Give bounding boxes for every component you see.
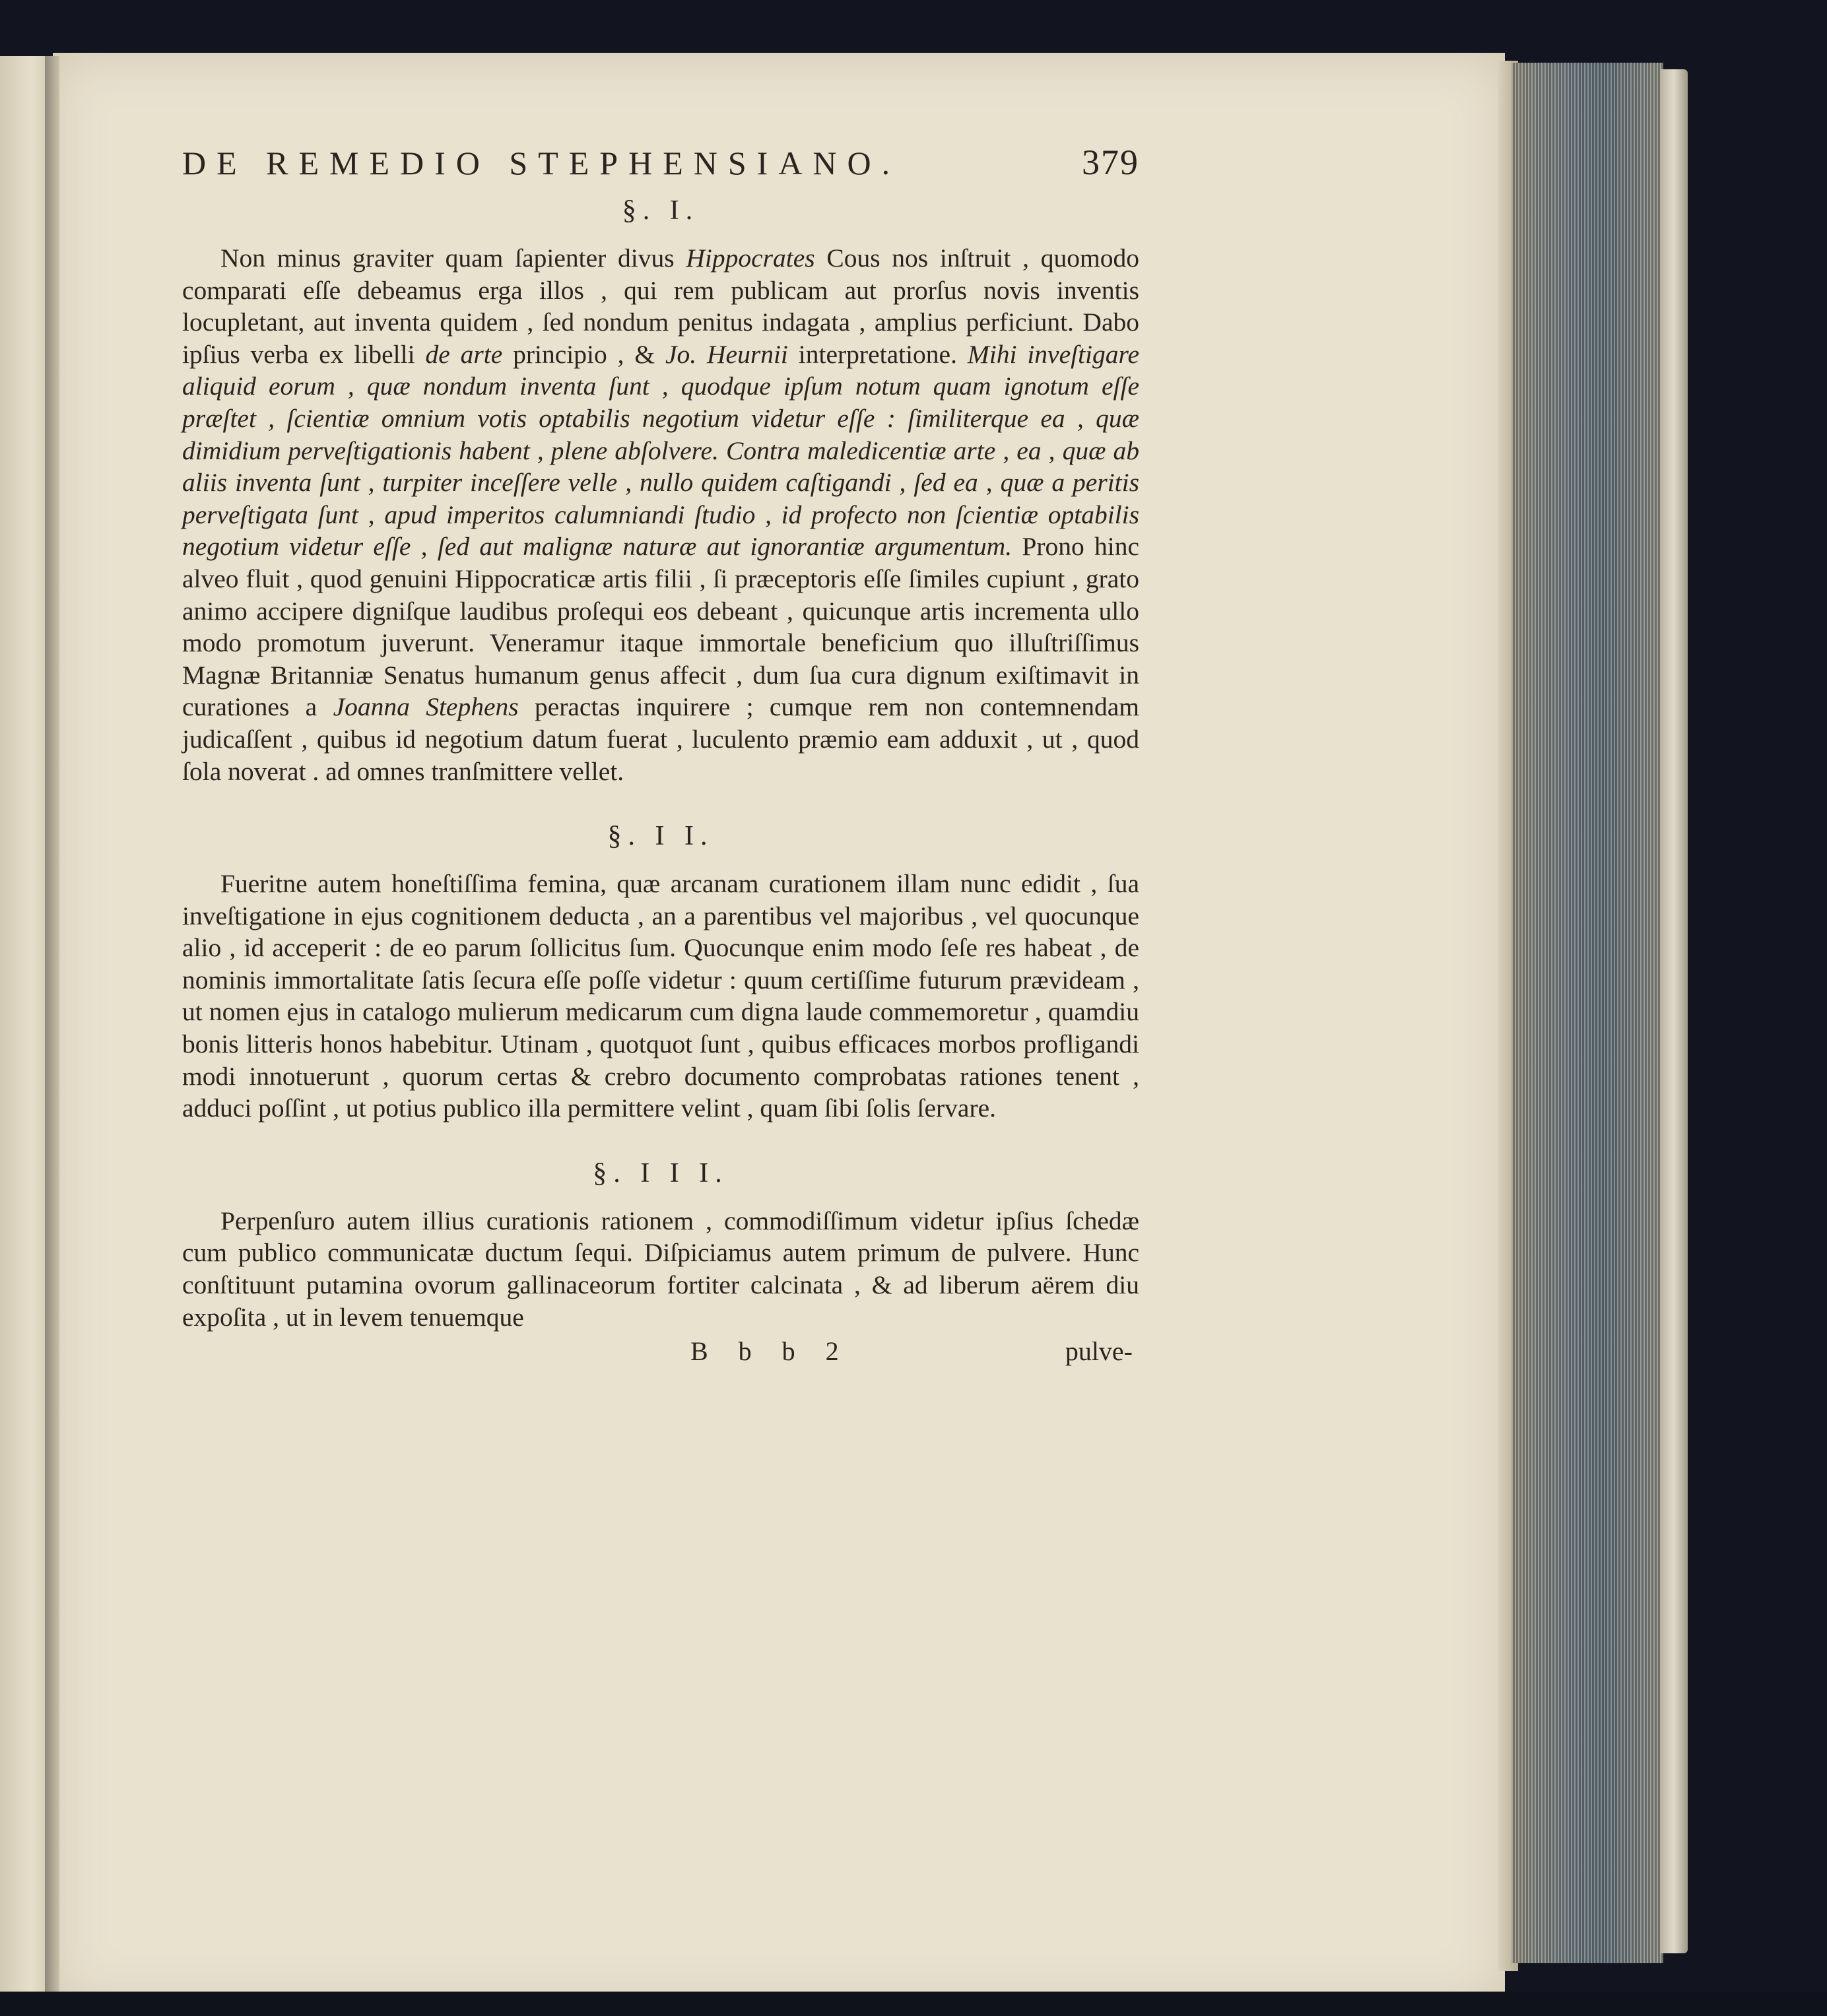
- text-block: [182, 142, 1139, 1372]
- text-run: Perpenſuro autem illius curationis rationem , commodiſſimum videtur ipſius ſchedæ cum publico communicatæ ductum ſequi. Diſpiciamus autem primum de pulvere. Hunc conſtituunt putamina ovorum gallinaceorum fortiter calcinata , & ad liberum aërem diu expoſita , ut in levem tenuemque: [182, 1206, 1139, 1332]
- text-run: Prono hinc alveo fluit , quod genuini Hippocraticæ artis filii , ſi præceptoris eſſe ſimiles cupiunt , grato animo accipere digniſque laudibus proſequi eos debeant , quicunque artis incrementa ullo modo promotum juverunt. Veneramur itaque immortale beneficium quo illuſtriſſimus Magnæ Britanniæ Senatus humanum genus affecit , dum ſua cura dignum exiſtimavit in curationes a: [182, 532, 1139, 722]
- text-run: Fueritne autem honeſtiſſima femina, quæ arcanam curationem illam nunc edidit , ſua inveſtigatione in ejus cognitionem deducta , an a parentibus vel majoribus , vel quocunque alio , id acceperit : de eo parum ſollicitus ſum. Quocunque enim modo ſeſe res habeat , de nominis immortalitate ſatis ſecura eſſe poſſe videtur : quum certiſſime futurum prævideam , ut nomen ejus in catalogo mulierum medicarum cum digna laude commemoretur , quamdiu bonis litteris honos habebitur. Utinam , quotquot ſunt , quibus efficaces morbos profligandi modi innotuerunt , quorum certas & crebro documento comprobatas rationes tenent , adduci poſſint , ut potius publico illa permittere velint , quam ſibi ſolis ſervare.: [182, 869, 1139, 1123]
- book-cover-board: [1660, 69, 1688, 1953]
- binding-gutter: [45, 56, 59, 2003]
- catchword: pulve-: [1065, 1336, 1133, 1367]
- text-run: principio , &: [502, 339, 665, 369]
- italic-run: Jo. Heurnii: [665, 339, 788, 369]
- section-heading: §. I.: [622, 195, 700, 226]
- section-heading: §. I I.: [607, 821, 714, 852]
- section-1: [182, 195, 1139, 787]
- page-number: 379: [1082, 143, 1139, 182]
- section-heading: §. I I I.: [593, 1157, 729, 1188]
- background-shadow: [0, 1992, 1827, 2016]
- section-2: [182, 820, 1139, 1124]
- section-paragraph: [182, 1205, 1139, 1333]
- text-run: Non minus graviter quam ſapienter divus: [220, 244, 686, 273]
- section-paragraph: [182, 868, 1139, 1124]
- italic-run: de arte: [425, 339, 503, 369]
- page-footer: [182, 1336, 1139, 1372]
- section-paragraph: [182, 242, 1139, 787]
- italic-run: Mihi inveſtigare aliquid eorum , quæ nondum inventa ſunt , quodque ipſum notum quam ignotum eſſe præſtet , ſcientiæ omnium votis optabilis negotium videtur eſſe : ſimiliterque ea , quæ dimidium perveſtigationis habent , plene abſolvere. Contra maledicentiæ arte , ea , quæ ab aliis inventa ſunt , turpiter inceſſere velle , nullo quidem caſtigandi , ſed ea , quæ a peritis perveſtigata ſunt , apud imperitos calumniandi ſtudio , id profecto non ſcientiæ optabilis negotium videtur eſſe , ſed aut malignæ naturæ aut ignorantiæ argumentum.: [182, 339, 1139, 562]
- text-run: interpretatione.: [787, 339, 968, 369]
- signature-mark: B b b 2: [690, 1336, 851, 1367]
- running-head: [182, 142, 1139, 183]
- running-head-title: DE REMEDIO STEPHENSIANO.: [182, 145, 901, 181]
- text-run: peractas inquirere ; cumque rem non contemnendam judicaſſent , quibus id negotium datum fuerat , luculento præmio eam adduxit , ut , quod ſola noverat . ad omnes tranſmittere vellet.: [182, 692, 1139, 786]
- italic-run: Joanna Stephens: [333, 692, 519, 722]
- italic-run: Hippocrates: [686, 244, 815, 273]
- book-fore-edge: [1511, 63, 1663, 1963]
- section-3: [182, 1157, 1139, 1333]
- text-run: Cous nos inſtruit , quomodo comparati eſſe debeamus erga illos , qui rem publicam aut prorſus novis inventis locupletant, aut inventa quidem , ſed nondum penitus indagata , amplius perficiunt. Dabo ipſius verba ex libelli: [182, 244, 1139, 369]
